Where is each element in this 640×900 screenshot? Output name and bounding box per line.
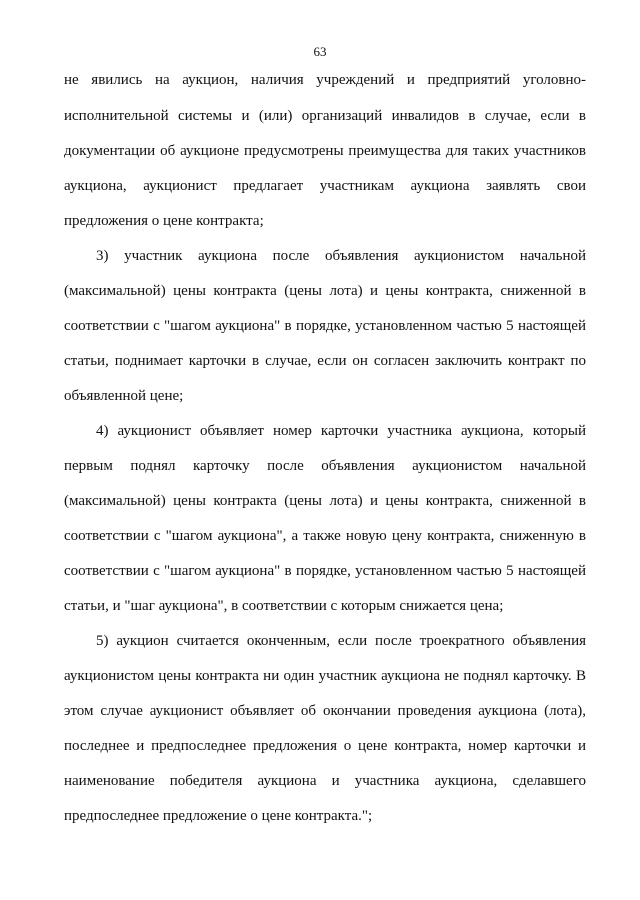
paragraph-line: соответствии с "шагом аукциона" в порядке, установленном частью 5 настоящей [64,318,586,334]
paragraph-line: статьи, и "шаг аукциона", в соответствии с которым снижается цена; [64,598,504,614]
paragraph-line: статьи, поднимает карточки в случае, если он согласен заключить контракт по [64,353,586,369]
paragraph-line: 3) участник аукциона после объявления аукционистом начальной [96,248,586,264]
paragraph-line: 4) аукционист объявляет номер карточки участника аукциона, который [96,423,586,439]
paragraph-line: последнее и предпоследнее предложения о цене контракта, номер карточки и [64,738,586,754]
paragraph-line: не явились на аукцион, наличия учреждений и предприятий уголовно- [64,72,586,88]
paragraph-line: этом случае аукционист объявляет об окончании проведения аукциона (лота), [64,703,586,719]
paragraph-line: соответствии с "шагом аукциона" в порядке, установленном частью 5 настоящей [64,563,586,579]
paragraph-line: аукционистом цены контракта ни один участник аукциона не поднял карточку. В [64,668,586,684]
paragraph-line: объявленной цене; [64,388,184,404]
paragraph-line: (максимальной) цены контракта (цены лота) и цены контракта, сниженной в [64,283,586,299]
paragraph-line: исполнительной системы и (или) организаций инвалидов в случае, если в [64,108,586,124]
paragraph-line: соответствии с "шагом аукциона", а также новую цену контракта, сниженную в [64,528,586,544]
paragraph-line: документации об аукционе предусмотрены преимущества для таких участников [64,143,586,159]
paragraph-line: первым поднял карточку после объявления аукционистом начальной [64,458,586,474]
paragraph-line: предпоследнее предложение о цене контракта."; [64,808,373,824]
paragraph-line: наименование победителя аукциона и участника аукциона, сделавшего [64,773,586,789]
paragraph-line: 5) аукцион считается оконченным, если после троекратного объявления [96,633,586,649]
paragraph-line: аукциона, аукционист предлагает участникам аукциона заявлять свои [64,178,586,194]
page-number: 63 [313,44,327,59]
paragraph-line: предложения о цене контракта; [64,213,264,229]
paragraph-line: (максимальной) цены контракта (цены лота) и цены контракта, сниженной в [64,493,586,509]
